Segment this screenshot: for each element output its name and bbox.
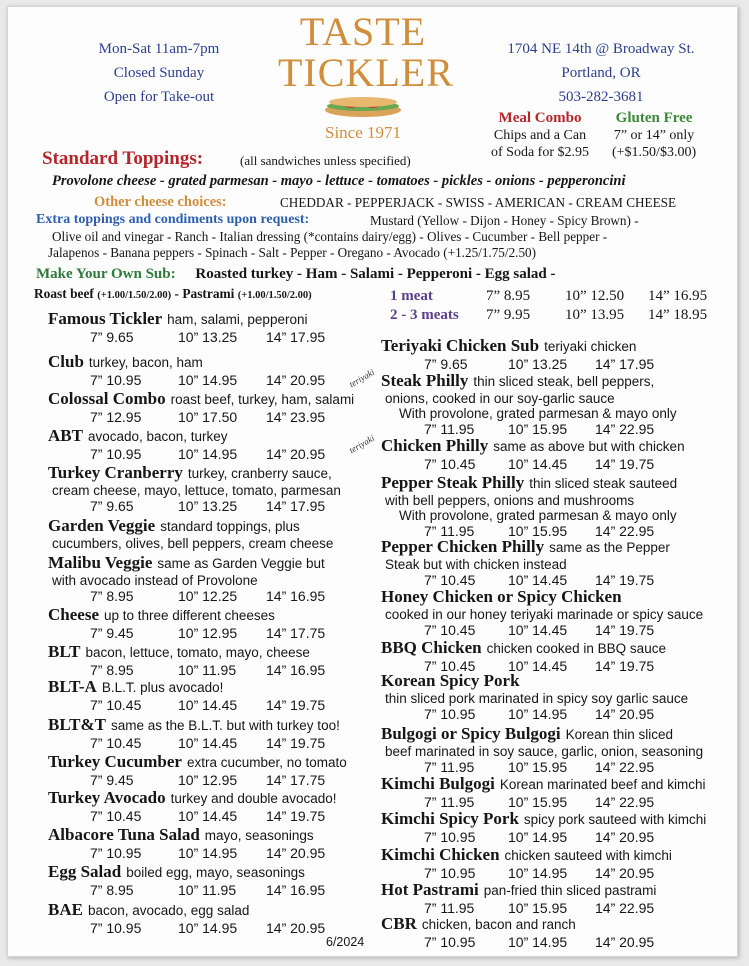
gluten-free-line: (+$1.50/$3.00): [612, 145, 697, 160]
price-7-inch: 7” 10.45: [424, 622, 476, 638]
price-14-inch: 14” 17.95: [595, 356, 655, 372]
menu-item-description: standard toppings, plus: [160, 519, 300, 534]
price-10-inch: 10” 15.95: [508, 759, 568, 775]
price-7-inch: 7” 9.65: [424, 356, 468, 372]
menu-item-name: BLT: [48, 642, 81, 661]
price-10-inch: 10” 14.95: [508, 706, 568, 722]
price-14-inch: 14” 16.95: [266, 588, 326, 604]
price-10-inch: 10” 14.45: [178, 697, 238, 713]
menu-item: [381, 537, 670, 590]
price-7-inch: 7” 10.95: [90, 845, 142, 861]
price-10-inch: 10” 13.25: [178, 329, 238, 345]
price-14-inch: 14” 16.95: [266, 882, 326, 898]
hours-line: Closed Sunday: [113, 65, 205, 81]
menu-item: [381, 845, 672, 883]
price-7-inch: 7” 10.95: [424, 934, 476, 950]
menu-item-prices: [48, 498, 341, 516]
meal-combo-line: Chips and a Can: [493, 128, 587, 143]
price-7-inch: 7” 9.65: [90, 498, 134, 514]
menu-item-description: pan-fried thin sliced pastrami: [483, 883, 657, 898]
price-14-inch: 14” 20.95: [266, 920, 326, 936]
make-your-own-meats: Roasted turkey - Ham - Salami - Pepperoni - Egg salad -: [195, 266, 556, 282]
price-10-inch: 10” 15.95: [508, 421, 568, 437]
price-14-inch: 14” 20.95: [595, 706, 655, 722]
menu-item: [381, 336, 655, 374]
menu-item-name: Turkey Avocado: [48, 788, 166, 807]
other-cheese-list: CHEDDAR - PEPPERJACK - SWISS - AMERICAN - CREAM CHEESE: [280, 195, 677, 210]
menu-item-prices: [48, 845, 326, 863]
menu-item-title-line: [48, 900, 249, 920]
menu-item-name: Pepper Chicken Philly: [381, 537, 545, 556]
menu-item-title-line: [381, 638, 666, 658]
menu-item-name: CBR: [381, 914, 417, 933]
menu-item-title-line: [381, 587, 703, 607]
price-7-inch: 7” 11.95: [424, 421, 475, 437]
menu-item-name: Chicken Philly: [381, 436, 489, 455]
price-10-inch: 10” 14.95: [178, 446, 238, 462]
make-your-own-label: Make Your Own Sub:: [36, 266, 176, 282]
menu-item: [48, 677, 326, 715]
price-7-inch: 7” 11.95: [424, 794, 475, 810]
menu-item-name: Famous Tickler: [48, 309, 163, 328]
menu-item-name: Kimchi Chicken: [381, 845, 500, 864]
menu-item-description-line: with avocado instead of Provolone: [52, 573, 258, 588]
price-14-inch: 14” 20.95: [595, 865, 655, 881]
menu-item: [381, 587, 703, 640]
menu-item-description-line: onions, cooked in our soy-garlic sauce: [385, 391, 615, 406]
price-14-inch: 14” 19.75: [266, 735, 326, 751]
address-line: 1704 NE 14th @ Broadway St.: [507, 41, 695, 57]
menu-item-description: ham, salami, pepperoni: [167, 312, 308, 327]
price-14-inch: 14” 22.95: [595, 523, 655, 539]
sandwich-icon: [321, 95, 405, 119]
menu-item-name: Teriyaki Chicken Sub: [381, 336, 540, 355]
menu-item-name: Korean Spicy Pork: [381, 671, 520, 690]
price-14-inch: 14” 19.75: [595, 658, 655, 674]
menu-item: [48, 788, 336, 826]
price-14-inch: 14” 17.95: [266, 329, 326, 345]
meat-option-label: 2 - 3 meats: [390, 307, 459, 323]
price-14-inch: 14” 19.75: [266, 808, 326, 824]
menu-item: [381, 809, 706, 847]
meal-combo: [491, 110, 589, 161]
menu-item-description: boiled egg, mayo, seasonings: [126, 865, 305, 880]
menu-item-title-line: [48, 605, 275, 625]
menu-item: [48, 389, 354, 427]
menu-item: [48, 715, 340, 753]
menu-item: [48, 862, 326, 900]
menu-item-title-line: [48, 788, 336, 808]
price-14-inch: 14” 17.95: [266, 498, 326, 514]
menu-date: 6/2024: [326, 935, 365, 949]
menu-item-description: roast beef, turkey, ham, salami: [170, 392, 355, 407]
phone-number: 503-282-3681: [558, 89, 644, 105]
menu-item-name: Albacore Tuna Salad: [48, 825, 200, 844]
menu-item: [381, 914, 655, 952]
menu-item-name: Steak Philly: [381, 371, 469, 390]
logo: [278, 9, 454, 143]
price-7-inch: 7” 10.45: [424, 658, 476, 674]
menu-item-title-line: [48, 642, 310, 662]
menu-item: [48, 516, 333, 551]
menu-item-name: Pepper Steak Philly: [381, 473, 525, 492]
menu-item-description-line: With provolone, grated parmesan & mayo only: [399, 508, 677, 523]
price-10-inch: 10” 17.50: [178, 409, 238, 425]
menu-item-prices: [381, 934, 655, 952]
menu-item-title-line: [48, 553, 325, 573]
menu-item-description: spicy pork sauteed with kimchi: [523, 812, 707, 827]
price-10-inch: 10” 12.25: [178, 588, 238, 604]
extra-toppings-line: Mustard (Yellow - Dijon - Honey - Spicy Brown) -: [370, 213, 639, 228]
menu-item: [381, 473, 677, 541]
price-14-inch: 14” 22.95: [595, 421, 655, 437]
menu-item-name: Bulgogi or Spicy Bulgogi: [381, 724, 561, 743]
menu-item-title-line: [48, 309, 307, 329]
meat-price-14: 14” 18.95: [648, 307, 708, 323]
price-14-inch: 14” 17.75: [266, 625, 326, 641]
menu-item-prices: [48, 329, 326, 347]
menu-item-name: BBQ Chicken: [381, 638, 482, 657]
menu-item-title-line: [381, 336, 636, 356]
price-7-inch: 7” 11.95: [424, 523, 475, 539]
price-10-inch: 10” 13.25: [508, 356, 568, 372]
standard-toppings-list: Provolone cheese - grated parmesan - mayo - lettuce - tomatoes - pickles - onions - pepperoncini: [52, 173, 626, 189]
price-10-inch: 10” 15.95: [508, 794, 568, 810]
price-14-inch: 14” 19.75: [595, 456, 655, 472]
menu-item-description-line: cucumbers, olives, bell peppers, cream cheese: [52, 536, 334, 551]
standard-toppings-title: Standard Toppings:: [42, 148, 204, 169]
menu-item: [48, 463, 341, 516]
menu-item-description-line: thin sliced pork marinated in spicy soy garlic sauce: [385, 691, 689, 706]
logo-line1: TASTE: [299, 9, 427, 54]
menu-item-name: Egg Salad: [48, 862, 122, 881]
menu-item-name: Cheese: [48, 605, 99, 624]
price-10-inch: 10” 14.45: [508, 456, 568, 472]
extra-toppings-line: Olive oil and vinegar - Ranch - Italian dressing (*contains dairy/egg) - Olives - Cucumber - Bell pepper -: [52, 229, 608, 244]
price-10-inch: 10” 15.95: [508, 900, 568, 916]
menu-item-name: BLT-A: [48, 677, 97, 696]
price-10-inch: 10” 14.45: [508, 572, 568, 588]
menu-item-title-line: [381, 809, 706, 829]
menu-item-prices: [48, 409, 354, 427]
address-block: [486, 37, 716, 109]
menu-item-description: same as above but with chicken: [493, 439, 685, 454]
other-cheese-label: Other cheese choices:: [94, 194, 227, 210]
price-7-inch: 7” 10.45: [90, 808, 142, 824]
price-7-inch: 7” 10.45: [90, 735, 142, 751]
price-14-inch: 14” 20.95: [595, 829, 655, 845]
meat-option-label: 1 meat: [390, 288, 433, 304]
menu-item-name: Colossal Combo: [48, 389, 166, 408]
price-7-inch: 7” 10.95: [424, 706, 476, 722]
menu-item-description: mayo, seasonings: [204, 828, 314, 843]
menu-item-name: Club: [48, 352, 84, 371]
price-14-inch: 14” 19.75: [595, 572, 655, 588]
menu-item-name: Honey Chicken or Spicy Chicken: [381, 587, 622, 606]
menu-item-name: Garden Veggie: [48, 516, 156, 535]
menu-item-title-line: [381, 880, 656, 900]
menu-item-description-line: cream cheese, mayo, lettuce, tomato, parmesan: [52, 483, 341, 498]
price-10-inch: 10” 14.45: [508, 658, 568, 674]
hours-block: [74, 37, 244, 109]
teriyaki-stamp: teriyaki: [347, 432, 377, 456]
meal-combo-line: of Soda for $2.95: [491, 145, 589, 160]
menu-item-description: bacon, avocado, egg salad: [87, 903, 250, 918]
menu-item-title-line: [48, 352, 203, 372]
menu-item: [48, 752, 347, 790]
pastrami-option: - Pastrami: [171, 286, 238, 301]
price-10-inch: 10” 11.95: [178, 882, 237, 898]
menu-item-title-line: [381, 473, 677, 493]
menu-item-description: chicken sauteed with kimchi: [504, 848, 672, 863]
price-7-inch: 7” 12.95: [90, 409, 142, 425]
meat-price-7: 7” 9.95: [486, 307, 531, 323]
menu-item-prices: [48, 372, 326, 390]
price-14-inch: 14” 20.95: [266, 372, 326, 388]
menu-item-description: B.L.T. plus avocado!: [101, 680, 224, 695]
menu-item-description: bacon, lettuce, tomato, mayo, cheese: [85, 645, 310, 660]
menu-item-description: thin sliced steak sauteed: [529, 476, 678, 491]
menu-item-description: extra cucumber, no tomato: [186, 755, 347, 770]
price-14-inch: 14” 22.95: [595, 794, 655, 810]
price-14-inch: 14” 23.95: [266, 409, 326, 425]
price-14-inch: 14” 19.75: [595, 622, 655, 638]
menu-item-title-line: [48, 389, 354, 409]
menu-item-prices: [48, 920, 326, 938]
menu-item-name: BAE: [48, 900, 83, 919]
meat-price-14: 14” 16.95: [648, 288, 708, 304]
menu-item-prices: [48, 446, 326, 464]
meat-price-10: 10” 12.50: [565, 288, 625, 304]
menu-item: [48, 825, 326, 863]
menu-item-description-line: cooked in our honey teriyaki marinade or spicy sauce: [385, 607, 704, 622]
menu-item-name: BLT&T: [48, 715, 106, 734]
hours-line: Mon-Sat 11am-7pm: [98, 41, 220, 57]
menu-item-prices: [48, 808, 336, 826]
logo-line2: TICKLER: [278, 50, 454, 95]
menu-item-description: turkey and double avocado!: [170, 791, 337, 806]
meat-option-row: [390, 288, 708, 305]
menu-item: [48, 605, 326, 643]
hours-line: Open for Take-out: [103, 89, 215, 105]
menu-item: [381, 671, 688, 724]
price-14-inch: 14” 16.95: [266, 662, 326, 678]
pastrami-price: (+1.00/1.50/2.00): [237, 290, 312, 301]
menu-item-title-line: [48, 752, 347, 772]
price-7-inch: 7” 10.95: [90, 920, 142, 936]
menu-item-description: Korean marinated beef and kimchi: [499, 777, 706, 792]
gluten-free-title: Gluten Free: [615, 110, 693, 126]
menu-item-description-line: beef marinated in soy sauce, garlic, onion, seasoning: [385, 744, 704, 759]
price-10-inch: 10” 14.95: [508, 829, 568, 845]
menu-item-prices: [48, 625, 326, 643]
menu-item-title-line: [48, 677, 223, 697]
menu-item-prices: [48, 697, 326, 715]
menu-item-title-line: [381, 914, 576, 934]
menu-item-description: teriyaki chicken: [544, 339, 637, 354]
menu-item-title-line: [48, 426, 228, 446]
menu-item-description: Korean thin sliced: [565, 727, 673, 742]
price-7-inch: 7” 9.45: [90, 625, 134, 641]
menu-item-description: thin sliced steak, bell peppers,: [473, 374, 655, 389]
price-10-inch: 10” 11.95: [178, 662, 237, 678]
meat-option-row: [390, 307, 708, 324]
price-14-inch: 14” 22.95: [595, 900, 655, 916]
menu-item-title-line: [381, 724, 703, 744]
menu-item-title-line: [48, 862, 305, 882]
menu-item-description: same as Garden Veggie but: [157, 556, 325, 571]
menu-item-title-line: [381, 436, 685, 456]
price-10-inch: 10” 14.45: [178, 735, 238, 751]
menu-item-name: ABT: [48, 426, 83, 445]
price-7-inch: 7” 9.45: [90, 772, 134, 788]
menu-item-title-line: [381, 537, 670, 557]
menu-item-description: turkey, bacon, ham: [88, 355, 203, 370]
menu-item: [381, 436, 685, 474]
price-7-inch: 7” 10.45: [424, 456, 476, 472]
menu-item-name: Turkey Cranberry: [48, 463, 183, 482]
price-7-inch: 7” 10.95: [424, 865, 476, 881]
menu-item: [48, 352, 326, 390]
price-10-inch: 10” 12.95: [178, 772, 238, 788]
standard-toppings-note: (all sandwiches unless specified): [240, 153, 411, 168]
menu-item: [381, 774, 705, 812]
price-14-inch: 14” 20.95: [266, 446, 326, 462]
menu-item-description-line: with bell peppers, onions and mushrooms: [385, 493, 635, 508]
menu-item: [48, 426, 326, 464]
menu-item-title-line: [48, 825, 314, 845]
address-line: Portland, OR: [561, 65, 641, 81]
menu-item: [381, 880, 656, 918]
price-7-inch: 7” 10.95: [424, 829, 476, 845]
menu-item-description-line: With provolone, grated parmesan & mayo only: [399, 406, 677, 421]
menu-item: [48, 553, 325, 606]
price-7-inch: 7” 8.95: [90, 588, 134, 604]
menu-item-description: same as the B.L.T. but with turkey too!: [110, 718, 340, 733]
menu-item: [48, 309, 326, 347]
price-7-inch: 7” 10.45: [424, 572, 476, 588]
menu-item-name: Kimchi Spicy Pork: [381, 809, 519, 828]
price-10-inch: 10” 13.25: [178, 498, 238, 514]
price-7-inch: 7” 11.95: [424, 759, 475, 775]
price-10-inch: 10” 14.95: [508, 934, 568, 950]
price-7-inch: 7” 8.95: [90, 882, 134, 898]
menu-item-title-line: [381, 671, 688, 691]
menu-item-description-line: Steak but with chicken instead: [385, 557, 567, 572]
menu-item-title-line: [381, 774, 705, 794]
price-14-inch: 14” 20.95: [595, 934, 655, 950]
price-14-inch: 14” 17.75: [266, 772, 326, 788]
price-7-inch: 7” 9.65: [90, 329, 134, 345]
price-10-inch: 10” 14.45: [178, 808, 238, 824]
price-14-inch: 14” 22.95: [595, 759, 655, 775]
gluten-free-line: 7” or 14” only: [613, 128, 695, 143]
menu-item-prices: [48, 588, 325, 606]
menu-item: [381, 371, 677, 439]
make-your-own: [36, 266, 556, 283]
meat-price-7: 7” 8.95: [486, 288, 531, 304]
menu-item-name: Hot Pastrami: [381, 880, 479, 899]
menu-item-title-line: [381, 845, 672, 865]
price-7-inch: 7” 10.95: [90, 372, 142, 388]
menu-item-description: chicken cooked in BBQ sauce: [486, 641, 666, 656]
menu-item-prices: [381, 456, 685, 474]
menu-item-description: up to three different cheeses: [103, 608, 275, 623]
price-14-inch: 14” 20.95: [266, 845, 326, 861]
menu-item-title-line: [48, 516, 333, 536]
menu-item-description: chicken, bacon and ranch: [421, 917, 576, 932]
price-7-inch: 7” 8.95: [90, 662, 134, 678]
price-14-inch: 14” 19.75: [266, 697, 326, 713]
roast-beef-price: (+1.00/1.50/2.00): [97, 290, 172, 301]
menu-item-description: turkey, cranberry sauce,: [187, 466, 332, 481]
price-7-inch: 7” 10.95: [90, 446, 142, 462]
price-10-inch: 10” 14.95: [178, 920, 238, 936]
menu-item-name: Malibu Veggie: [48, 553, 153, 572]
meal-combo-title: Meal Combo: [498, 110, 582, 126]
menu-item-name: Kimchi Bulgogi: [381, 774, 495, 793]
price-10-inch: 10” 14.95: [178, 372, 238, 388]
menu-item-title-line: [381, 371, 677, 391]
menu-page: [7, 6, 738, 957]
price-10-inch: 10” 14.95: [508, 865, 568, 881]
menu-item-title-line: [48, 715, 340, 735]
menu-item-prices: [48, 735, 340, 753]
gluten-free: [612, 110, 696, 161]
extra-toppings-label: Extra toppings and condiments upon request:: [36, 212, 310, 227]
menu-item: [48, 900, 326, 938]
menu-item-prices: [381, 706, 688, 724]
since-year: Since 1971: [324, 123, 402, 142]
meat-price-10: 10” 13.95: [565, 307, 625, 323]
extra-toppings-line: Jalapenos - Banana peppers - Spinach - Salt - Pepper - Oregano - Avocado (+1.25/1.75/2.50): [48, 245, 537, 260]
price-10-inch: 10” 12.95: [178, 625, 238, 641]
menu-item: [381, 724, 703, 777]
menu-item: [48, 642, 326, 680]
price-10-inch: 10” 14.45: [508, 622, 568, 638]
menu-item-description: avocado, bacon, turkey: [87, 429, 228, 444]
make-your-own-premium: [34, 286, 312, 302]
price-7-inch: 7” 10.45: [90, 697, 142, 713]
roast-beef-option: Roast beef: [34, 286, 98, 301]
menu-item-prices: [48, 882, 326, 900]
menu-item-name: Turkey Cucumber: [48, 752, 182, 771]
menu-item-title-line: [48, 463, 341, 483]
menu-item-description: same as the Pepper: [549, 540, 670, 555]
teriyaki-stamp: teriyaki: [347, 366, 377, 390]
price-10-inch: 10” 15.95: [508, 523, 568, 539]
price-7-inch: 7” 11.95: [424, 900, 475, 916]
price-10-inch: 10” 14.95: [178, 845, 238, 861]
